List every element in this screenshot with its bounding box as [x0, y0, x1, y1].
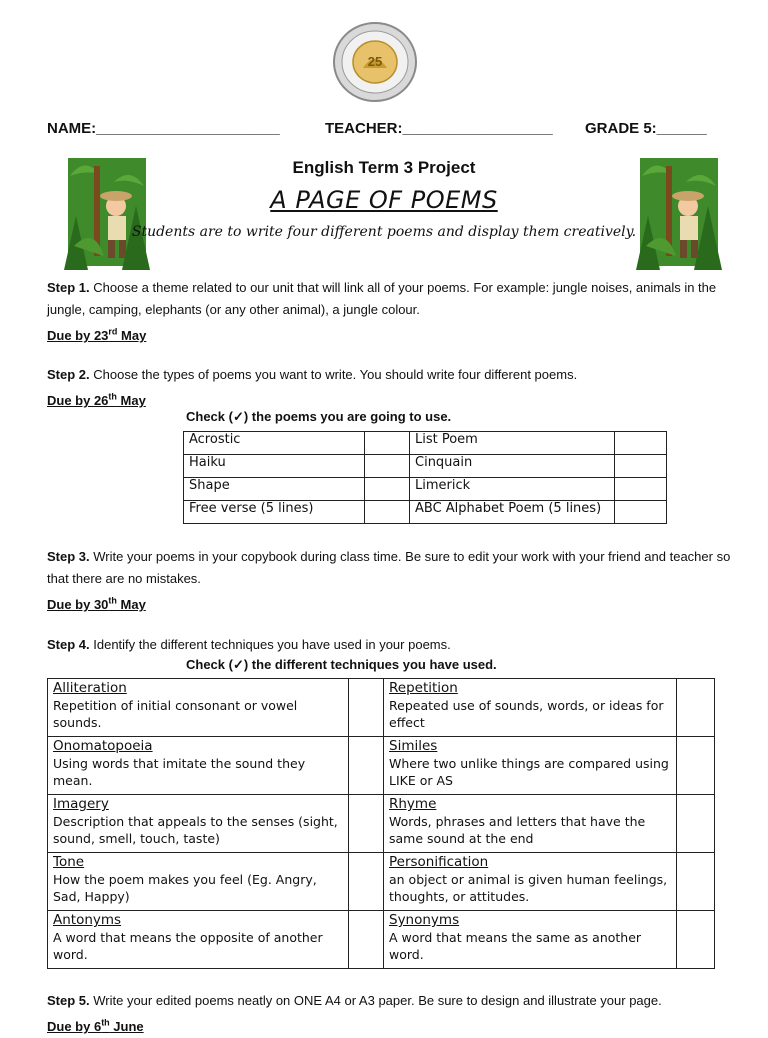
- technique-checkbox[interactable]: [677, 679, 715, 737]
- poem-type: List Poem: [410, 432, 615, 455]
- technique-term: Repetition: [389, 680, 458, 696]
- step-text: Identify the different techniques you have used in your poems.: [93, 637, 451, 652]
- step-label: Step 3.: [47, 549, 90, 564]
- poem-type: Haiku: [184, 455, 365, 478]
- table-row: [48, 795, 715, 853]
- step-label: Step 1.: [47, 280, 90, 295]
- grade-field[interactable]: GRADE 5:______: [585, 120, 707, 137]
- technique-desc: A word that means the same as another word.: [389, 930, 642, 962]
- technique-checkbox[interactable]: [677, 911, 715, 969]
- technique-term: Rhyme: [389, 796, 437, 812]
- technique-desc: A word that means the opposite of another word.: [53, 930, 323, 962]
- table-row: [48, 737, 715, 795]
- table-row: [184, 478, 667, 501]
- poem-type: Acrostic: [184, 432, 365, 455]
- step-text: Write your edited poems neatly on ONE A4 or A3 paper. Be sure to design and illustrate your page.: [93, 993, 662, 1008]
- technique-desc: an object or animal is given human feelings, thoughts, or attitudes.: [389, 872, 668, 904]
- teacher-field[interactable]: TEACHER:__________________: [325, 120, 553, 137]
- poem-type: Cinquain: [410, 455, 615, 478]
- step-5: [47, 990, 737, 1038]
- main-title: A PAGE OF POEMS: [270, 186, 498, 214]
- technique-term: Personification: [389, 854, 489, 870]
- technique-desc: Where two unlike things are compared using LIKE or AS: [389, 756, 669, 788]
- poem-type: Free verse (5 lines): [184, 501, 365, 524]
- step-text: Write your poems in your copybook during class time. Be sure to edit your work with your friend and teacher so that there are no mistakes.: [47, 549, 731, 586]
- school-logo: [333, 22, 417, 102]
- table-row: [48, 853, 715, 911]
- technique-term: Similes: [389, 738, 438, 754]
- due-date: Due by 26th May: [47, 392, 146, 409]
- table-row: [184, 455, 667, 478]
- technique-term: Synonyms: [389, 912, 460, 928]
- technique-desc: Description that appeals to the senses (sight, sound, smell, touch, taste): [53, 814, 338, 846]
- technique-desc: Words, phrases and letters that have the same sound at the end: [389, 814, 646, 846]
- techniques-table: [47, 678, 715, 969]
- poem-checkbox[interactable]: [615, 432, 667, 455]
- poem-checkbox[interactable]: [615, 478, 667, 501]
- step-label: Step 4.: [47, 637, 90, 652]
- poem-types-table: [183, 431, 667, 524]
- table-row: [48, 679, 715, 737]
- technique-checkbox[interactable]: [677, 853, 715, 911]
- logo-number: 25: [367, 54, 383, 69]
- technique-checkbox[interactable]: [349, 911, 384, 969]
- project-title: English Term 3 Project: [292, 158, 476, 177]
- poem-type: ABC Alphabet Poem (5 lines): [410, 501, 615, 524]
- techniques-check-heading: Check (✓) the different techniques you have used.: [186, 657, 497, 672]
- poem-type: Limerick: [410, 478, 615, 501]
- due-date: Due by 30th May: [47, 596, 146, 613]
- technique-term: Imagery: [53, 796, 109, 812]
- technique-term: Antonyms: [53, 912, 122, 928]
- step-text: Choose a theme related to our unit that will link all of your poems. For example: jungle noises, animals in the jungle, camping, elephants (or any other animal), a jungle colour.: [47, 280, 717, 317]
- technique-checkbox[interactable]: [349, 737, 384, 795]
- step-4: [47, 634, 737, 656]
- table-row: [184, 432, 667, 455]
- technique-term: Alliteration: [53, 680, 127, 696]
- step-text: Choose the types of poems you want to write. You should write four different poems.: [93, 367, 578, 382]
- poem-checkbox[interactable]: [365, 432, 410, 455]
- technique-checkbox[interactable]: [677, 795, 715, 853]
- poem-checkbox[interactable]: [365, 455, 410, 478]
- poem-checkbox[interactable]: [615, 455, 667, 478]
- due-date: Due by 23rd May: [47, 327, 147, 344]
- technique-desc: Repeated use of sounds, words, or ideas for effect: [389, 698, 664, 730]
- step-label: Step 2.: [47, 367, 90, 382]
- poem-checkbox[interactable]: [615, 501, 667, 524]
- poem-checkbox[interactable]: [365, 501, 410, 524]
- technique-desc: How the poem makes you feel (Eg. Angry, Sad, Happy): [53, 872, 317, 904]
- technique-checkbox[interactable]: [349, 795, 384, 853]
- technique-checkbox[interactable]: [677, 737, 715, 795]
- step-3: [47, 546, 737, 616]
- technique-desc: Repetition of initial consonant or vowel sounds.: [53, 698, 298, 730]
- poem-checkbox[interactable]: [365, 478, 410, 501]
- due-date: Due by 6th June: [47, 1018, 144, 1035]
- table-row: [184, 501, 667, 524]
- project-instructions: Students are to write four different poems and display them creatively.: [131, 224, 637, 240]
- technique-term: Onomatopoeia: [53, 738, 153, 754]
- technique-checkbox[interactable]: [349, 679, 384, 737]
- table-row: [48, 911, 715, 969]
- technique-term: Tone: [53, 854, 85, 870]
- poems-check-heading: Check (✓) the poems you are going to use.: [186, 409, 452, 424]
- technique-desc: Using words that imitate the sound they mean.: [53, 756, 306, 788]
- step-2: [47, 364, 737, 412]
- technique-checkbox[interactable]: [349, 853, 384, 911]
- step-1: [47, 277, 737, 347]
- name-field[interactable]: NAME:______________________: [47, 120, 280, 137]
- poem-type: Shape: [184, 478, 365, 501]
- step-label: Step 5.: [47, 993, 90, 1008]
